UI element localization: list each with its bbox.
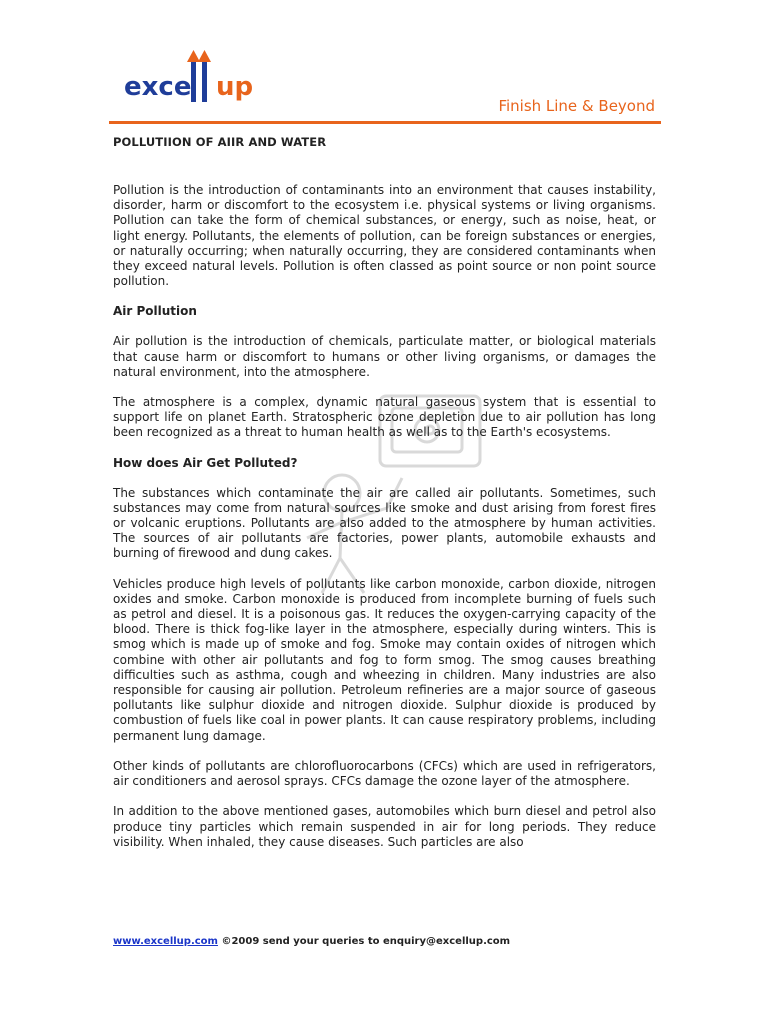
header-divider (109, 121, 661, 124)
section-heading-how-air-polluted: How does Air Get Polluted? (113, 455, 298, 470)
air-pollution-paragraph-2: The atmosphere is a complex, dynamic natural gaseous system that is essential to support life on planet Earth. Stratospheric ozone depletion due to air pollution has long been recognized as a threat to human health as well as to the Earth's ecosystems. (113, 395, 656, 440)
document-body (113, 135, 656, 865)
tagline: Finish Line & Beyond (498, 97, 655, 115)
how-polluted-paragraph-4: In addition to the above mentioned gases, automobiles which burn diesel and petrol also produce tiny particles which remain suspended in air for long periods. They reduce visibility. When inhaled, they cause diseases. Such particles are also (113, 804, 656, 849)
how-polluted-paragraph-2: Vehicles produce high levels of pollutants like carbon monoxide, carbon dioxide, nitrogen oxides and smoke. Carbon monoxide is produced from incomplete burning of fuels such as petrol and diesel. It is a poisonous gas. It reduces the oxygen-carrying capacity of the blood. There is thick fog-like layer in the atmosphere, especially during winters. This is smog which is made up of smoke and fog. Smoke may contain oxides of nitrogen which combine with other air pollutants and fog to form smog. The smog causes breathing difficulties such as asthma, cough and wheezing in children. Many industries are also responsible for causing air pollution. Petroleum refineries are a major source of gaseous pollutants like sulphur dioxide and nitrogen dioxide. Sulphur dioxide is produced by combustion of fuels like coal in power plants. It can cause respiratory problems, including permanent lung damage. (113, 576, 656, 743)
logo-text-suffix: up (216, 72, 254, 102)
footer-text: ©2009 send your queries to enquiry@excellup.com (217, 936, 511, 947)
how-polluted-paragraph-3: Other kinds of pollutants are chlorofluorocarbons (CFCs) which are used in refrigerators, air conditioners and aerosol sprays. CFCs damage the ozone layer of the atmosphere. (113, 758, 656, 789)
up-arrows-icon (185, 48, 215, 102)
intro-paragraph: Pollution is the introduction of contaminants into an environment that causes instability, disorder, harm or discomfort to the ecosystem i.e. physical systems or living organisms. Pollution can take the form of chemical substances, or energy, such as noise, heat, or light energy. Pollutants, the elements of pollution, can be foreign substances or energies, or naturally occurring; when naturally occurring, they are considered contaminants when they exceed natural levels. Pollution is often classed as point source or non point source pollution. (113, 183, 656, 289)
section-heading-air-pollution: Air Pollution (113, 304, 197, 319)
logo-text-prefix: exce (124, 72, 192, 102)
excellup-logo[interactable] (124, 44, 284, 106)
website-link[interactable]: www.excellup.com (113, 936, 218, 947)
page-title: POLLUTIION OF AIIR AND WATER (113, 135, 327, 149)
how-polluted-paragraph-1: The substances which contaminate the air are called air pollutants. Sometimes, such substances may come from natural sources like smoke and dust arising from forest fires or volcanic eruptions. Pollutants are also added to the atmosphere by human activities. The sources of air pollutants are factories, power plants, automobile exhausts and burning of firewood and dung cakes. (113, 485, 656, 561)
air-pollution-paragraph-1: Air pollution is the introduction of chemicals, particulate matter, or biological materials that cause harm or discomfort to humans or other living organisms, or damages the natural environment, into the atmosphere. (113, 334, 656, 379)
page-footer (113, 936, 510, 947)
